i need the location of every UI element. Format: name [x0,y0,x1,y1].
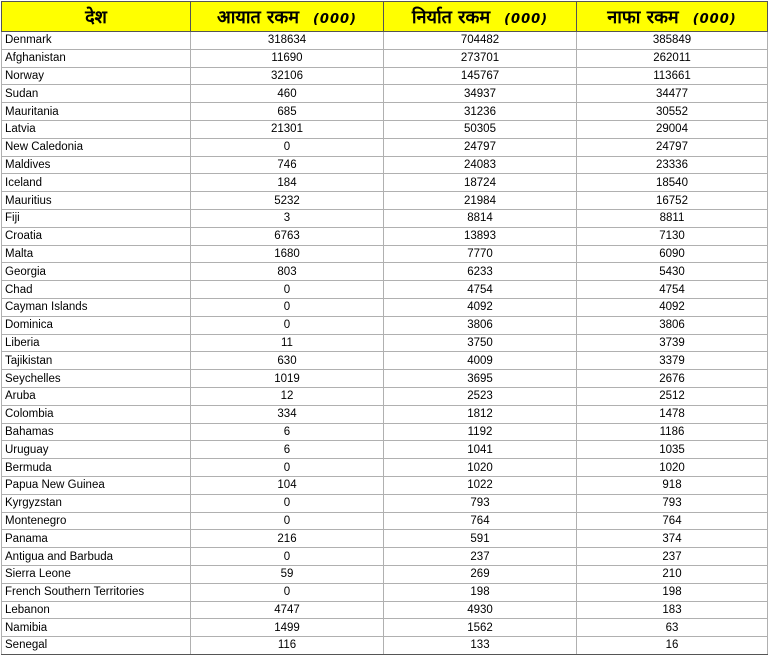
country-cell: Bermuda [2,459,191,477]
export-cell: 1022 [384,476,577,494]
profit-cell: 385849 [577,32,768,50]
import-cell: 6 [191,441,384,459]
profit-cell: 23336 [577,156,768,174]
country-cell: Liberia [2,334,191,352]
export-cell: 4009 [384,352,577,370]
profit-cell: 198 [577,583,768,601]
profit-cell: 210 [577,565,768,583]
profit-cell: 2512 [577,387,768,405]
country-cell: Mauritius [2,192,191,210]
table-row [2,459,768,477]
country-cell: Mauritania [2,103,191,121]
export-cell: 145767 [384,67,577,85]
export-cell: 1041 [384,441,577,459]
country-cell: Senegal [2,637,191,655]
table-row [2,476,768,494]
header-country [2,2,191,32]
import-cell: 5232 [191,192,384,210]
country-cell: Norway [2,67,191,85]
table-body [2,32,768,655]
export-cell: 4092 [384,298,577,316]
table-row [2,441,768,459]
table-row [2,370,768,388]
table-row [2,494,768,512]
country-cell: Afghanistan [2,49,191,67]
country-cell: Papua New Guinea [2,476,191,494]
table-row [2,32,768,50]
header-export-unit: (000) [504,11,549,27]
import-cell: 116 [191,637,384,655]
export-cell: 133 [384,637,577,655]
country-cell: Cayman Islands [2,298,191,316]
country-cell: New Caledonia [2,138,191,156]
table-row [2,227,768,245]
country-cell: Uruguay [2,441,191,459]
export-cell: 13893 [384,227,577,245]
profit-cell: 1478 [577,405,768,423]
table-row [2,530,768,548]
table-row [2,138,768,156]
header-row [2,2,768,32]
export-cell: 269 [384,565,577,583]
profit-cell: 29004 [577,120,768,138]
header-export-label: निर्यात रकम [411,6,491,28]
profit-cell: 3739 [577,334,768,352]
country-cell: Montenegro [2,512,191,530]
table-row [2,120,768,138]
profit-cell: 34477 [577,85,768,103]
header-import-unit: (000) [312,11,357,27]
export-cell: 7770 [384,245,577,263]
export-cell: 1192 [384,423,577,441]
import-cell: 21301 [191,120,384,138]
profit-cell: 764 [577,512,768,530]
import-cell: 803 [191,263,384,281]
profit-cell: 8811 [577,209,768,227]
table-row [2,601,768,619]
table-row [2,512,768,530]
import-cell: 1499 [191,619,384,637]
country-cell: Antigua and Barbuda [2,548,191,566]
table-row [2,281,768,299]
profit-cell: 5430 [577,263,768,281]
country-cell: Dominica [2,316,191,334]
country-cell: Latvia [2,120,191,138]
export-cell: 50305 [384,120,577,138]
profit-cell: 7130 [577,227,768,245]
export-cell: 24797 [384,138,577,156]
country-cell: Bahamas [2,423,191,441]
profit-cell: 16 [577,637,768,655]
country-cell: Fiji [2,209,191,227]
table-row [2,85,768,103]
import-cell: 318634 [191,32,384,50]
header-profit [577,2,768,32]
table-row [2,156,768,174]
table-row [2,583,768,601]
table-row [2,352,768,370]
export-cell: 2523 [384,387,577,405]
profit-cell: 2676 [577,370,768,388]
table-row [2,174,768,192]
import-cell: 6763 [191,227,384,245]
export-cell: 31236 [384,103,577,121]
export-cell: 591 [384,530,577,548]
export-cell: 273701 [384,49,577,67]
import-cell: 4747 [191,601,384,619]
country-cell: Malta [2,245,191,263]
country-cell: Iceland [2,174,191,192]
profit-cell: 3806 [577,316,768,334]
profit-cell: 16752 [577,192,768,210]
import-cell: 216 [191,530,384,548]
export-cell: 198 [384,583,577,601]
table-row [2,565,768,583]
export-cell: 3806 [384,316,577,334]
export-cell: 6233 [384,263,577,281]
import-cell: 3 [191,209,384,227]
profit-cell: 183 [577,601,768,619]
export-cell: 3750 [384,334,577,352]
import-cell: 0 [191,459,384,477]
export-cell: 4930 [384,601,577,619]
country-cell: Aruba [2,387,191,405]
table-row [2,637,768,655]
import-cell: 11690 [191,49,384,67]
country-cell: French Southern Territories [2,583,191,601]
import-cell: 184 [191,174,384,192]
export-cell: 34937 [384,85,577,103]
import-cell: 1019 [191,370,384,388]
table-row [2,548,768,566]
profit-cell: 3379 [577,352,768,370]
export-cell: 18724 [384,174,577,192]
export-cell: 1020 [384,459,577,477]
table-row [2,423,768,441]
import-cell: 11 [191,334,384,352]
header-profit-unit: (000) [692,11,737,27]
trade-table [1,1,768,655]
table-row [2,67,768,85]
table-row [2,619,768,637]
table-row [2,263,768,281]
import-cell: 1680 [191,245,384,263]
profit-cell: 113661 [577,67,768,85]
import-cell: 0 [191,583,384,601]
table-row [2,387,768,405]
import-cell: 685 [191,103,384,121]
import-cell: 32106 [191,67,384,85]
export-cell: 237 [384,548,577,566]
profit-cell: 4754 [577,281,768,299]
country-cell: Lebanon [2,601,191,619]
profit-cell: 793 [577,494,768,512]
export-cell: 24083 [384,156,577,174]
table-row [2,103,768,121]
country-cell: Sierra Leone [2,565,191,583]
import-cell: 630 [191,352,384,370]
profit-cell: 1020 [577,459,768,477]
table-row [2,316,768,334]
table-row [2,245,768,263]
profit-cell: 24797 [577,138,768,156]
profit-cell: 18540 [577,174,768,192]
table-row [2,209,768,227]
import-cell: 0 [191,494,384,512]
export-cell: 1562 [384,619,577,637]
import-cell: 460 [191,85,384,103]
table-row [2,49,768,67]
country-cell: Maldives [2,156,191,174]
country-cell: Chad [2,281,191,299]
profit-cell: 4092 [577,298,768,316]
import-cell: 0 [191,316,384,334]
table-row [2,334,768,352]
profit-cell: 918 [577,476,768,494]
profit-cell: 30552 [577,103,768,121]
profit-cell: 262011 [577,49,768,67]
import-cell: 0 [191,512,384,530]
table-row [2,298,768,316]
profit-cell: 1035 [577,441,768,459]
import-cell: 0 [191,548,384,566]
export-cell: 764 [384,512,577,530]
header-export [384,2,577,32]
import-cell: 0 [191,298,384,316]
export-cell: 704482 [384,32,577,50]
export-cell: 793 [384,494,577,512]
export-cell: 8814 [384,209,577,227]
import-cell: 0 [191,138,384,156]
country-cell: Croatia [2,227,191,245]
header-profit-label: नाफा रकम [607,6,679,28]
profit-cell: 1186 [577,423,768,441]
country-cell: Denmark [2,32,191,50]
import-cell: 12 [191,387,384,405]
import-cell: 0 [191,281,384,299]
export-cell: 3695 [384,370,577,388]
profit-cell: 63 [577,619,768,637]
country-cell: Namibia [2,619,191,637]
header-country-label: देश [85,6,107,28]
header-import-label: आयात रकम [216,6,299,28]
export-cell: 4754 [384,281,577,299]
import-cell: 334 [191,405,384,423]
country-cell: Panama [2,530,191,548]
import-cell: 104 [191,476,384,494]
header-import [191,2,384,32]
table-row [2,405,768,423]
import-cell: 59 [191,565,384,583]
country-cell: Kyrgyzstan [2,494,191,512]
import-cell: 746 [191,156,384,174]
country-cell: Seychelles [2,370,191,388]
table-row [2,192,768,210]
country-cell: Tajikistan [2,352,191,370]
country-cell: Georgia [2,263,191,281]
profit-cell: 237 [577,548,768,566]
profit-cell: 374 [577,530,768,548]
export-cell: 1812 [384,405,577,423]
import-cell: 6 [191,423,384,441]
export-cell: 21984 [384,192,577,210]
profit-cell: 6090 [577,245,768,263]
country-cell: Colombia [2,405,191,423]
country-cell: Sudan [2,85,191,103]
